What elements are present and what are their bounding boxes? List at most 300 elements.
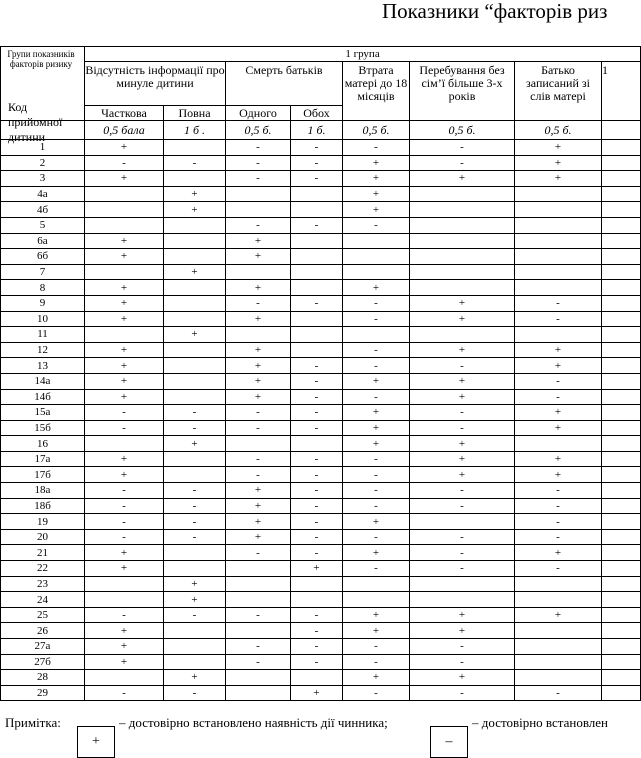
subheader-both: Обох <box>291 106 343 121</box>
table-cell: - <box>410 639 515 655</box>
table-cell <box>410 592 515 608</box>
table-cell <box>164 545 226 561</box>
table-cell <box>343 233 410 249</box>
table-cell: + <box>226 249 291 265</box>
table-cell: - <box>343 483 410 499</box>
table-cell-cut <box>602 405 641 421</box>
table-cell: + <box>226 342 291 358</box>
legend-note <box>0 712 620 757</box>
header-father-recorded: Батько записаний зі слів матері <box>515 62 602 121</box>
row-code-cell: 4б <box>1 202 85 218</box>
table-cell-cut <box>602 327 641 343</box>
row-code-cell: 5 <box>1 217 85 233</box>
table-cell <box>164 311 226 327</box>
table-cell: - <box>410 685 515 701</box>
table-cell <box>164 342 226 358</box>
row-code-cell: 22 <box>1 561 85 577</box>
table-cell: + <box>410 373 515 389</box>
table-cell: - <box>291 217 343 233</box>
table-cell: - <box>85 420 164 436</box>
table-cell: + <box>515 607 602 623</box>
table-cell: - <box>291 451 343 467</box>
table-cell <box>85 436 164 452</box>
table-cell: - <box>291 295 343 311</box>
table-cell: + <box>226 483 291 499</box>
points-cell: 0,5 б. <box>226 121 291 140</box>
table-cell: - <box>291 171 343 187</box>
table-cell: - <box>515 529 602 545</box>
row-code-cell: 29 <box>1 685 85 701</box>
table-cell <box>85 202 164 218</box>
note-label: Примітка: <box>5 715 61 730</box>
table-cell <box>164 389 226 405</box>
table-cell <box>291 186 343 202</box>
table-row <box>1 358 641 374</box>
row-code-cell: 7 <box>1 264 85 280</box>
table-cell <box>85 264 164 280</box>
table-row <box>1 639 641 655</box>
points-cell: 0,5 б. <box>343 121 410 140</box>
table-row <box>1 311 641 327</box>
table-row <box>1 623 641 639</box>
table-cell: + <box>85 311 164 327</box>
table-cell: - <box>164 498 226 514</box>
table-cell: - <box>410 483 515 499</box>
table-cell: + <box>410 451 515 467</box>
table-cell: - <box>226 467 291 483</box>
table-cell-cut <box>602 233 641 249</box>
table-cell: - <box>164 529 226 545</box>
table-cell <box>85 592 164 608</box>
table-row <box>1 280 641 296</box>
table-cell: - <box>343 311 410 327</box>
row-code-cell: 26 <box>1 623 85 639</box>
table-cell: + <box>343 373 410 389</box>
table-cell <box>164 451 226 467</box>
row-code-cell: 27б <box>1 654 85 670</box>
table-cell: - <box>291 639 343 655</box>
table-cell-cut <box>602 295 641 311</box>
table-cell <box>164 373 226 389</box>
table-row <box>1 249 641 265</box>
table-cell: + <box>515 405 602 421</box>
table-cell: + <box>164 264 226 280</box>
table-cell: - <box>291 545 343 561</box>
table-cell: - <box>515 498 602 514</box>
table-cell: + <box>164 202 226 218</box>
table-cell: + <box>515 420 602 436</box>
row-code-cell: 3 <box>1 171 85 187</box>
table-cell-cut <box>602 592 641 608</box>
table-cell: - <box>410 654 515 670</box>
table-cell: - <box>226 607 291 623</box>
table-cell <box>343 249 410 265</box>
table-cell: + <box>410 171 515 187</box>
table-cell <box>291 327 343 343</box>
table-cell: - <box>226 295 291 311</box>
table-cell <box>410 576 515 592</box>
table-cell <box>226 436 291 452</box>
table-cell-cut <box>602 436 641 452</box>
table-cell: - <box>291 389 343 405</box>
table-row <box>1 483 641 499</box>
table-cell: + <box>85 233 164 249</box>
table-cell <box>291 592 343 608</box>
table-row <box>1 202 641 218</box>
group-1-header: 1 група <box>85 47 641 62</box>
table-cell <box>410 327 515 343</box>
table-row <box>1 155 641 171</box>
table-cell <box>515 264 602 280</box>
table-cell: + <box>410 342 515 358</box>
table-cell <box>226 561 291 577</box>
table-cell: + <box>343 607 410 623</box>
table-cell <box>515 576 602 592</box>
table-cell: + <box>343 186 410 202</box>
table-cell: + <box>226 389 291 405</box>
row-code-cell: 4а <box>1 186 85 202</box>
table-cell: - <box>226 155 291 171</box>
table-row <box>1 545 641 561</box>
table-row <box>1 685 641 701</box>
table-cell: - <box>291 467 343 483</box>
table-row <box>1 561 641 577</box>
table-row <box>1 498 641 514</box>
table-cell <box>164 171 226 187</box>
row-code-cell: 10 <box>1 311 85 327</box>
table-cell <box>164 280 226 296</box>
table-cell <box>515 186 602 202</box>
table-cell: - <box>226 654 291 670</box>
table-cell: - <box>85 529 164 545</box>
table-cell <box>164 623 226 639</box>
plus-legend-text: – достовірно встановлено наявність дії чинника; <box>119 715 388 730</box>
table-cell <box>226 264 291 280</box>
table-cell-cut <box>602 498 641 514</box>
table-cell-cut <box>602 467 641 483</box>
table-cell: + <box>515 155 602 171</box>
table-cell <box>85 217 164 233</box>
table-cell: - <box>410 529 515 545</box>
table-cell: - <box>291 514 343 530</box>
table-row <box>1 514 641 530</box>
risk-factors-table-wrapper <box>0 46 620 711</box>
table-cell-cut <box>602 545 641 561</box>
table-cell <box>85 186 164 202</box>
header-mother-loss: Втрата матері до 18 місяців <box>343 62 410 121</box>
table-cell: - <box>291 498 343 514</box>
table-cell: - <box>85 498 164 514</box>
table-cell: + <box>164 576 226 592</box>
header-info-absence: Відсутність інформації про минуле дитини <box>85 62 226 106</box>
table-cell <box>164 467 226 483</box>
table-cell: - <box>85 483 164 499</box>
table-cell: + <box>85 623 164 639</box>
table-cell <box>515 280 602 296</box>
table-cell: + <box>85 639 164 655</box>
table-cell <box>164 217 226 233</box>
table-cell <box>226 670 291 686</box>
table-cell: - <box>343 295 410 311</box>
table-cell <box>226 202 291 218</box>
table-cell: + <box>410 389 515 405</box>
table-row <box>1 592 641 608</box>
row-code-cell: 27а <box>1 639 85 655</box>
table-cell-cut <box>602 280 641 296</box>
row-code-cell: 14б <box>1 389 85 405</box>
table-cell <box>343 592 410 608</box>
table-cell: + <box>343 436 410 452</box>
subheader-partial: Часткова <box>85 106 164 121</box>
table-cell-cut <box>602 171 641 187</box>
table-cell: - <box>291 155 343 171</box>
table-cell <box>410 280 515 296</box>
table-cell-cut <box>602 202 641 218</box>
table-cell: - <box>291 607 343 623</box>
points-cell-empty <box>602 121 641 140</box>
table-cell: - <box>343 561 410 577</box>
minus-legend-text: – достовірно встановлен <box>472 715 609 730</box>
table-cell: + <box>85 373 164 389</box>
row-code-cell: 18а <box>1 483 85 499</box>
table-cell: - <box>343 654 410 670</box>
table-cell: - <box>343 342 410 358</box>
table-cell: - <box>410 405 515 421</box>
table-cell: + <box>85 561 164 577</box>
table-cell <box>291 280 343 296</box>
table-cell: + <box>85 358 164 374</box>
row-code-cell: 2 <box>1 155 85 171</box>
row-code-cell: 25 <box>1 607 85 623</box>
table-row <box>1 233 641 249</box>
table-cell: + <box>226 529 291 545</box>
table-cell: - <box>410 498 515 514</box>
table-cell <box>515 436 602 452</box>
table-cell-cut <box>602 607 641 623</box>
table-cell: - <box>410 155 515 171</box>
table-cell: + <box>226 498 291 514</box>
table-cell <box>515 623 602 639</box>
table-cell: - <box>291 529 343 545</box>
table-cell: - <box>85 155 164 171</box>
table-cell: + <box>226 373 291 389</box>
table-cell <box>164 358 226 374</box>
table-cell-cut <box>602 420 641 436</box>
table-row <box>1 654 641 670</box>
table-row <box>1 405 641 421</box>
table-cell: - <box>410 420 515 436</box>
row-code-cell: 15б <box>1 420 85 436</box>
table-cell: - <box>515 561 602 577</box>
table-cell-cut <box>602 451 641 467</box>
table-cell: - <box>343 498 410 514</box>
table-cell: + <box>515 171 602 187</box>
table-cell: + <box>164 327 226 343</box>
table-cell: + <box>226 514 291 530</box>
table-cell: - <box>226 171 291 187</box>
table-cell: + <box>410 623 515 639</box>
table-cell <box>515 592 602 608</box>
row-code-cell: 21 <box>1 545 85 561</box>
table-cell: - <box>164 607 226 623</box>
table-cell <box>291 202 343 218</box>
table-cell: - <box>291 140 343 156</box>
table-cell: - <box>343 140 410 156</box>
table-cell: + <box>85 280 164 296</box>
table-cell: + <box>343 623 410 639</box>
table-row <box>1 171 641 187</box>
points-cell: 1 б. <box>291 121 343 140</box>
subheader-one: Одного <box>226 106 291 121</box>
table-row <box>1 217 641 233</box>
table-cell: - <box>226 140 291 156</box>
table-cell: + <box>410 467 515 483</box>
table-cell <box>410 249 515 265</box>
table-cell <box>226 576 291 592</box>
row-code-cell: 17а <box>1 451 85 467</box>
table-cell <box>226 327 291 343</box>
table-cell: + <box>515 342 602 358</box>
table-cell: - <box>164 155 226 171</box>
row-code-cell: 17б <box>1 467 85 483</box>
table-cell: + <box>85 467 164 483</box>
table-cell: + <box>226 233 291 249</box>
table-cell: + <box>343 171 410 187</box>
minus-legend-box: – <box>430 726 468 758</box>
table-cell: - <box>343 217 410 233</box>
header-cut-column: 1 <box>602 62 641 121</box>
table-cell: - <box>515 295 602 311</box>
table-cell: - <box>343 358 410 374</box>
table-cell: + <box>226 358 291 374</box>
row-code-cell: 6б <box>1 249 85 265</box>
row-code-cell: 16 <box>1 436 85 452</box>
table-cell <box>164 639 226 655</box>
table-cell: - <box>226 639 291 655</box>
table-cell: + <box>226 311 291 327</box>
table-cell <box>226 186 291 202</box>
row-code-cell: 9 <box>1 295 85 311</box>
table-cell: + <box>85 171 164 187</box>
row-code-cell: 20 <box>1 529 85 545</box>
table-cell: - <box>164 514 226 530</box>
table-cell <box>515 217 602 233</box>
row-code-cell: 1 <box>1 140 85 156</box>
corner-code-label: Код прийомної дитини <box>8 100 63 144</box>
table-row <box>1 186 641 202</box>
plus-legend-box: + <box>77 726 115 758</box>
table-cell <box>291 436 343 452</box>
table-cell: + <box>515 451 602 467</box>
table-cell: + <box>343 514 410 530</box>
table-cell: + <box>515 140 602 156</box>
table-cell <box>343 264 410 280</box>
table-cell: + <box>85 389 164 405</box>
table-cell: + <box>85 451 164 467</box>
table-cell: + <box>85 295 164 311</box>
table-cell: + <box>343 155 410 171</box>
table-cell-cut <box>602 483 641 499</box>
table-cell: + <box>515 545 602 561</box>
table-cell: - <box>85 685 164 701</box>
table-cell: - <box>164 420 226 436</box>
table-cell <box>226 592 291 608</box>
table-cell: + <box>226 280 291 296</box>
table-cell <box>410 217 515 233</box>
table-cell-cut <box>602 529 641 545</box>
risk-factors-table <box>0 46 641 701</box>
table-cell: + <box>410 311 515 327</box>
table-cell <box>291 249 343 265</box>
table-cell <box>164 654 226 670</box>
table-cell <box>515 202 602 218</box>
table-cell <box>410 233 515 249</box>
table-row <box>1 467 641 483</box>
points-cell: 0,5 бала <box>85 121 164 140</box>
table-cell <box>515 327 602 343</box>
table-cell: - <box>515 685 602 701</box>
table-cell: + <box>85 654 164 670</box>
table-cell: - <box>515 514 602 530</box>
table-cell-cut <box>602 639 641 655</box>
table-cell: - <box>226 451 291 467</box>
table-cell <box>410 202 515 218</box>
table-cell: + <box>164 670 226 686</box>
table-row <box>1 295 641 311</box>
table-cell: + <box>410 607 515 623</box>
table-cell: - <box>291 358 343 374</box>
table-cell: - <box>515 483 602 499</box>
table-cell: - <box>164 685 226 701</box>
table-cell: - <box>343 451 410 467</box>
table-cell-cut <box>602 358 641 374</box>
table-cell <box>164 233 226 249</box>
points-cell: 1 б . <box>164 121 226 140</box>
table-cell <box>291 264 343 280</box>
table-cell <box>85 670 164 686</box>
table-cell: + <box>515 358 602 374</box>
table-cell: - <box>164 483 226 499</box>
table-row <box>1 436 641 452</box>
table-cell <box>291 311 343 327</box>
points-cell: 0,5 б. <box>515 121 602 140</box>
table-cell: - <box>164 405 226 421</box>
table-row <box>1 140 641 156</box>
header-parents-death: Смерть батьків <box>226 62 343 106</box>
table-cell-cut <box>602 186 641 202</box>
table-cell-cut <box>602 249 641 265</box>
points-cell: 0,5 б. <box>410 121 515 140</box>
table-cell-cut <box>602 685 641 701</box>
table-cell: + <box>343 280 410 296</box>
table-cell: + <box>515 467 602 483</box>
row-code-cell: 14а <box>1 373 85 389</box>
row-code-cell: 23 <box>1 576 85 592</box>
table-cell-cut <box>602 576 641 592</box>
table-cell: - <box>85 607 164 623</box>
table-cell-cut <box>602 373 641 389</box>
table-row <box>1 576 641 592</box>
table-cell <box>515 670 602 686</box>
table-cell-cut <box>602 140 641 156</box>
points-row <box>1 121 641 140</box>
table-cell <box>291 233 343 249</box>
header-no-family: Перебування без сім’ї більше 3-х років <box>410 62 515 121</box>
table-cell: - <box>343 467 410 483</box>
table-cell <box>410 264 515 280</box>
table-cell: - <box>343 639 410 655</box>
row-code-cell: 28 <box>1 670 85 686</box>
